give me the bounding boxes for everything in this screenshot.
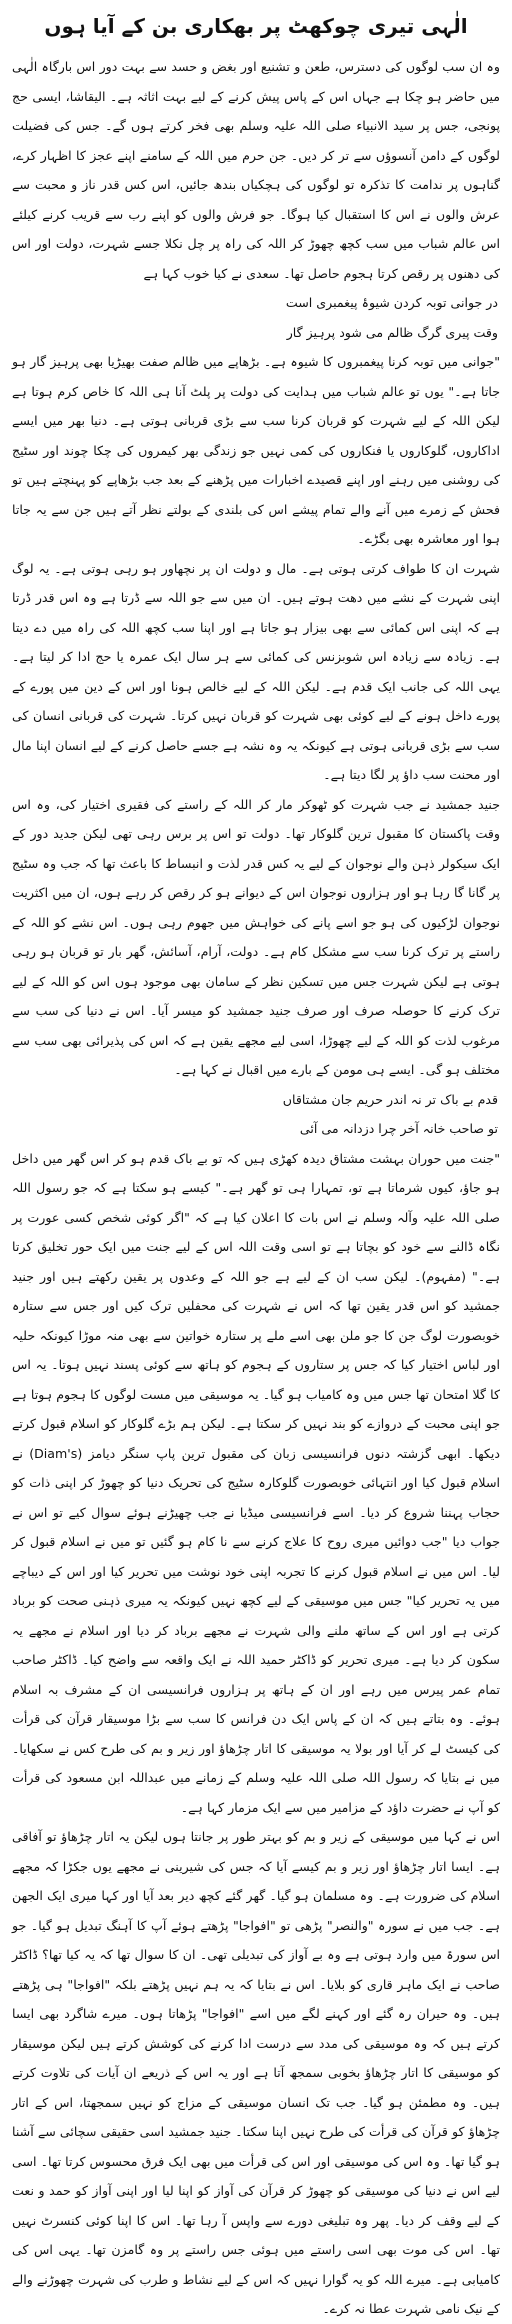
paragraph-6: اس نے کہا میں موسیقی کے زیر و بم کو بہتر طور پر جانتا ہوں لیکن یہ اتار چڑھاؤ تو آفاقی ہے۔ ایسا اتار چڑھاؤ اور زیر و بم کیسے آیا کہ جس کی شیرینی نے مجھے یوں جکڑا کہ مجھے اسلام کی ضرورت ہے۔ وہ مسلمان ہو گیا۔ گھر گئے کچھ دیر بعد آیا اور کہا میری ایک الجھن ہے۔ جب میں نے سورہ "والنصر" پڑھی تو "افواجا" پڑھتے ہوئے آپ کا آہنگ تبدیل ہو گیا۔ جو اس سورۃ میں وارد ہوتی ہے وہ بے آواز کی تبدیلی تھی۔ ان کا سوال تھا کہ یہ کیا تھا؟ ڈاکٹر صاحب نے ایک ماہر قاری کو بلایا۔ اس نے بتایا کہ یہ ہم نہیں پڑھتے بلکہ "افواجا" ہی پڑھتے ہیں۔ وہ حیران رہ گئے اور کہنے لگے میں اسے "افواجا" پڑھاتا ہوں۔ میرے شاگرد بھی ایسا کرتے ہیں کہ وہ موسیقی کی مدد سے درست ادا کرنے کی کوشش کرتے ہیں لیکن موسیقار کو موسیقی کا اتار چڑھاؤ بخوبی سمجھ آتا ہے اور یہ اس کے ذریعے ان آیات کی تلاوت کرتے ہیں۔ وہ مطمئن ہو گیا۔ جب تک انسان موسیقی کے مزاج کو نہیں سمجھتا، اس کے اتار چڑھاؤ کو قرآن کی قرأت کی طرح نہیں اپنا سکتا۔ جنید جمشید اسی حقیقی سچائی سے آشنا ہو گیا تھا۔ وہ اس کی موسیقی اور اس کی قرأت میں بھی ایک فرق محسوس کرتا تھا۔ اسی لیے اس نے دنیا کی موسیقی کو چھوڑ کر قرآن کی آواز کو اپنا لیا اور اپنی آواز کو حمد و نعت کے لیے وقف کر دیا۔ پھر وہ تبلیغی دورے سے واپس آ رہا تھا۔ اس کا اپنا کوئی کنسرٹ نہیں تھا۔ اس کی موت بھی اسی راستے میں ہوئی جس راستے پر وہ گامزن تھا۔ یہی اس کی کامیابی ہے۔ میرے اللہ کو یہ گوارا نہیں کہ اس کے لیے نشاط و طرب کی شہرت چھوڑنے والے کے نیک نامی شہرت عطا نہ کرے۔ [12,1829,500,2316]
persian-verse-2b: تو صاحب خانہ آخر چرا دزدانہ می آئی [299,1121,498,1136]
column-headline: الٰہی تیری چوکھٹ پر بھکاری بن کے آیا ہوں [44,14,468,38]
paragraph-4: جنید جمشید نے جب شہرت کو ٹھوکر مار کر اللہ کے راستے کی فقیری اختیار کی، وہ اس وقت پاکستان کا مقبول ترین گلوکار تھا۔ دولت تو اس پر برس رہی تھی لیکن جدید دور کے ایک سیکولر ذہن والے نوجوان کے لیے یہ کس قدر لذت و انبساط کا باعث تھا کہ جب وہ سٹیج پر گانا گا رہا ہو اور ہزاروں نوجوان اس کے دیوانے ہو کر رقص کر رہے ہوں، ان میں اکثریت نوجوان لڑکیوں کی ہو جو اسے پانے کی خواہش میں جھوم رہی ہوں۔ اس نشے کو اللہ کے راستے پر ترک کرنا سب سے مشکل کام ہے۔ دولت، آرام، آسائش، گھر بار تو قربان ہو رہی ہوتی ہے لیکن شہرت جس میں تسکین نظر کے سامان بھی موجود ہوں اس کو اللہ کے لیے ترک کرنے کا حوصلہ صرف اور صرف جنید جمشید کو میسر آیا۔ اس نے دنیا کی سب سے مرغوب لذت کو اللہ کے لیے چھوڑا، اسی لیے مجھے یقین ہے کہ اس کی پذیرائی بھی سب سے مختلف ہو گی۔ ایسے ہی مومن کے بارے میں اقبال نے کہا ہے۔ [12,796,500,1077]
paragraph-2: "جوانی میں توبہ کرنا پیغمبروں کا شیوہ ہے۔ بڑھاپے میں ظالم صفت بھیڑیا بھی پرہیز گار ہو جاتا ہے۔" یوں تو عالم شباب میں ہدایت کی دولت پر پلٹ آنا ہی اللہ کا خاص کرم ہوتا ہے لیکن اللہ کے لیے شہرت کو قربان کرنا سب سے بڑی قربانی ہوتی ہے۔ دنیا بھر میں ایسے اداکاروں، گلوکاروں یا فنکاروں کی کمی نہیں جو زندگی بھر کیمروں کی چکا چوند اور سٹیج کی روشنی میں رہنے اور اپنے قصیدے اخبارات میں پڑھنے کے بعد جب بڑھاپے کو پہنچتے ہیں تو فحش کے زمرے میں آنے والے تمام پیشے اس کی بلندی کے بولتے نظر آتے ہیں جن سے یہ جاتا ہوا اور معاشرہ بھی بگڑے۔ [12,354,500,546]
persian-verse-1a: در جوانی توبہ کردن شیوۂ پیغمبری است [285,295,498,310]
persian-verse-2a: قدم بے باک تر نہ اندر حریم جان مشتاقاں [282,1091,498,1107]
paragraph-3: شہرت ان کا طواف کرتی ہوتی ہے۔ مال و دولت ان پر نچھاور ہو رہی ہوتی ہے۔ یہ لوگ اپنی شہرت کے نشے میں دھت ہوتے ہیں۔ ان میں سے جو اللہ سے ڈرتا ہے وہ اس قدر ڈرتا ہے کہ اپنی اس کمائی سے بھی بیزار ہو جاتا ہے اور اپنا سب کچھ اللہ کی راہ میں دے دیتا ہے۔ زیادہ سے زیادہ اس شوبزنس کی کمائی سے ہر سال ایک عمرہ یا حج ادا کر لیتا ہے۔ یہی اللہ کی جانب ایک قدم ہے۔ لیکن اللہ کے لیے خالص ہونا اور اس کے دین میں پورے کے پورے داخل ہونے کے لیے کوئی بھی شہرت کو قربان نہیں کرتا۔ شہرت کی قربانی انسان کی سب سے بڑی قربانی ہوتی ہے کیونکہ یہ وہ نشہ ہے جسے حاصل کرنے کے لیے انسان اپنا مال اور محنت سب داؤ پر لگا دیتا ہے۔ [12,560,500,782]
paragraph-1: وہ ان سب لوگوں کی دسترس، طعن و تشنیع اور بغض و حسد سے بہت دور اس بارگاہ الٰہی میں حاضر ہو چکا ہے جہاں اس کے پاس پیش کرنے کے لیے بہت اثاثہ ہے۔ الیقاشا، ایسی حج پونجی، جس پر سید الانبیاء صلی اللہ علیہ وسلم بھی فخر کرتے ہوں گے۔ جس کی فضیلت لوگوں کے دامن آنسوؤں سے تر کر دیں۔ جن حرم میں اللہ کے سامنے اپنے عجز کا اظہار کرے، گناہوں پر ندامت کا تذکرہ تو لوگوں کی ہچکیاں بندھ جائیں، اس کس قدر ناز و محبت سے عرش والوں نے اس کا استقبال کیا ہوگا۔ جو فرش والوں کو اپنے رب سے قریب کرنے کیلئے اس عالم شباب میں سب کچھ چھوڑ کر اللہ کی راہ پر چل نکلا جسے شہرت، دولت اور اس کی دھنوں پر رقص کرتا ہجوم حاصل تھا۔ سعدی نے کیا خوب کہا ہے [12,59,500,281]
persian-verse-1b: وقت پیری گرگ ظالم می شود پرہیز گار [286,324,498,340]
paragraph-5: "جنت میں حوران بہشت مشتاق دیدہ کھڑی ہیں کہ تو بے باک قدم ہو کر اس گھر میں داخل ہو جاؤ، کیوں شرماتا ہے تو، تمہارا ہی تو گھر ہے۔" کیسے ہو سکتا ہے کہ جو رسول اللہ صلی اللہ علیہ وآلہ وسلم نے اس بات کا اعلان کیا ہے کہ "اگر کوئی شخص کسی عورت پر نگاہ ڈالنے سے خود کو بچاتا ہے تو اسی وقت اللہ اس کے لیے جنت میں ایک حور تخلیق کرتا ہے۔" (مفہوم)۔ لیکن سب ان کے لیے ہے جو اللہ کے وعدوں پر یقین رکھتے ہیں اور جنید جمشید کو اس قدر یقین تھا کہ اس نے شہرت کی محفلیں ترک کیں اور جس سے ستارہ خوبصورت لوگ جن کا جو ملن بھی اسے ملے پر ستارہ خواتین سے بھی منہ موڑا کیونکہ حلیہ اور لباس اختیار کیا کہ جس پر ستاروں کے ہجوم کو ہاتھ سے کوئی پسند نہیں ہوتا۔ یہ اس کا گلا امتحان تھا جس میں وہ کامیاب ہو گیا۔ یہ موسیقی میں مست لوگوں کا ہجوم ہوتا ہے جو اپنی محبت کے دروازے کو بند نہیں کر سکتا ہے۔ لیکن ہم بڑے گلوکار کو اسلام قبول کرتے دیکھا۔ ابھی گزشتہ دنوں فرانسیسی زبان کی مقبول ترین پاپ سنگر دیامز (Diam's) نے اسلام قبول کیا اور انتہائی خوبصورت گلوکارہ سٹیج کی تحریک دنیا کو چھوڑ کر اپنی ذات کو حجاب پہننا شروع کر دیا۔ اسے فرانسیسی میڈیا نے جب چھیڑنے ہوئے سوال کیے تو اس نے جواب دیا "جب دوائیں میری روح کا علاج کرنے سے نا کام ہو گئیں تو میں نے اسلام قبول کر لیا۔ اس میں نے اسلام قبول کرنے کا تجربہ اپنی خود نوشت میں تحریر کیا اور اس کے دیباچے میں یہ تحریر کیا" جس میں موسیقی کے لیے کچھ نہیں کیونکہ یہ میری ذہنی صحت کو برباد کرتی ہے اور اس کے ساتھ ملنے والی شہرت نے مجھے برباد کر دیا اور اسلام نے مجھے یہ سکون کر دیا ہے۔ میری تحریر کو ڈاکٹر حمید اللہ نے ایک واقعہ سے واضح کیا۔ ڈاکٹر صاحب تمام عمر پیرس میں رہے اور ان کے ہاتھ پر ہزاروں فرانسیسی ان کے مشرف بہ اسلام ہوئے۔ وہ بتاتے ہیں کہ ان کے پاس ایک دن فرانس کا سب سے بڑا موسیقار قرآن کی قرأت کی کیسٹ لے کر آیا اور بولا یہ موسیقی کا اتار چڑھاؤ اور زیر و بم کی طرح کس نے سکھایا۔ میں نے بتایا کہ رسول اللہ صلی اللہ علیہ وسلم کے زمانے میں عبداللہ ابن مسعود کی قرأت کو آپ نے حضرت داؤد کے مزامیر میں سے ایک مزمار کہا ہے۔ [12,1150,500,1815]
